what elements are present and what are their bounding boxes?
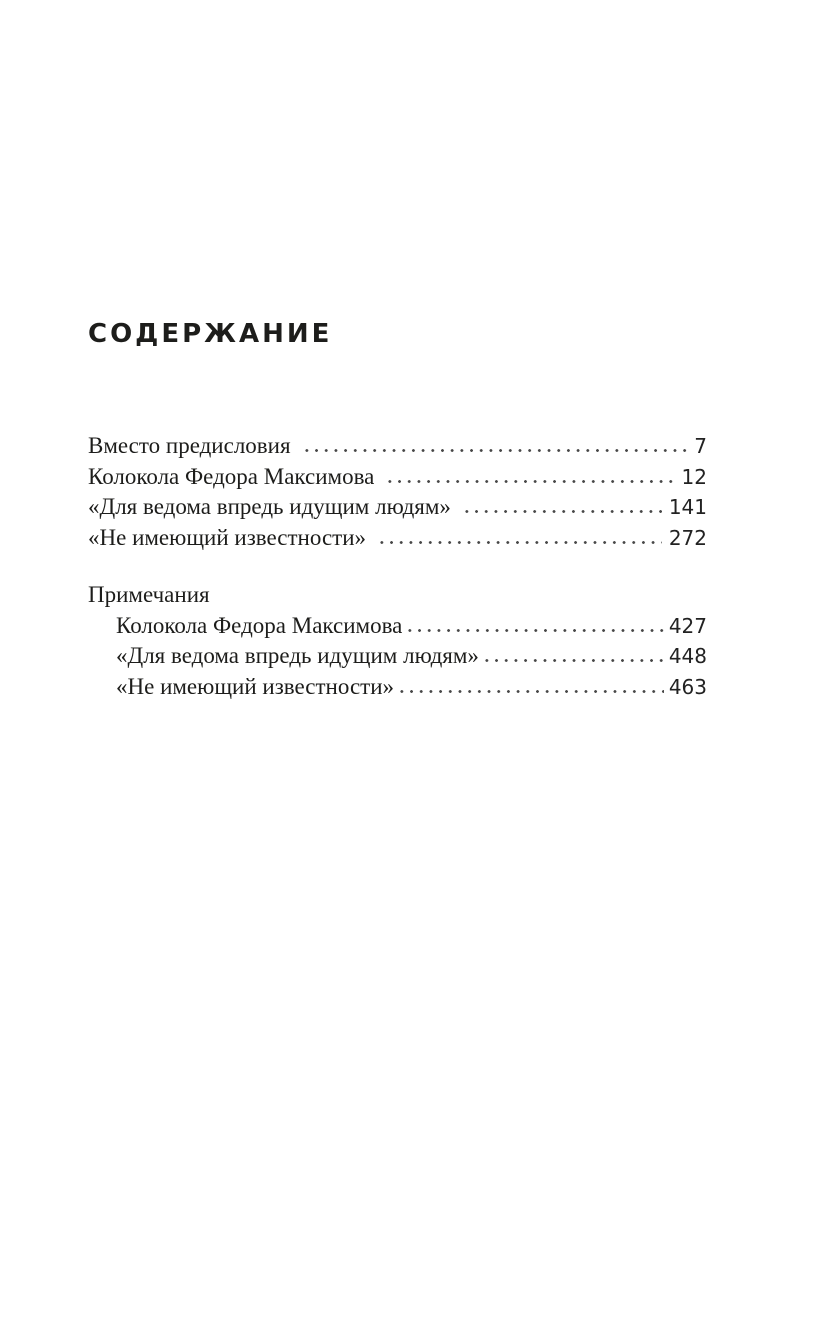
toc-entry[interactable] — [88, 613, 707, 644]
toc-entry[interactable] — [88, 494, 707, 525]
toc-entry-label: Вместо предисловия — [88, 433, 291, 458]
toc-entry-page: 141 — [668, 495, 707, 519]
page-title: СОДЕРЖАНИЕ — [88, 319, 333, 349]
dot-leader — [397, 689, 664, 694]
toc-entry-page: 7 — [694, 434, 707, 458]
toc-entry[interactable] — [88, 464, 707, 495]
toc-entry-label: «Для ведома впредь идущим людям» — [116, 643, 479, 668]
notes-section — [88, 582, 707, 613]
notes-section-label: Примечания — [88, 582, 210, 607]
toc-entry-label: «Не имеющий известности» — [116, 673, 395, 699]
dot-leader — [302, 448, 688, 453]
toc-entry-page: 272 — [668, 525, 707, 550]
dot-leader — [405, 628, 663, 633]
toc-entry[interactable] — [88, 674, 707, 705]
section-spacer — [88, 555, 707, 582]
toc-entry[interactable] — [88, 525, 707, 556]
dot-leader — [462, 509, 662, 514]
toc-list — [88, 433, 707, 704]
toc-entry-label: Колокола Федора Максимова — [116, 612, 403, 638]
toc-entry-page: 12 — [681, 464, 707, 489]
toc-entry[interactable] — [88, 643, 707, 674]
dot-leader — [377, 540, 662, 545]
toc-entry-page: 463 — [668, 674, 707, 699]
toc-entry-page: 427 — [668, 613, 707, 638]
toc-entry-page: 448 — [668, 644, 707, 668]
toc-entry[interactable] — [88, 433, 707, 464]
toc-entry-label: «Не имеющий известности» — [88, 524, 367, 550]
dot-leader — [482, 658, 664, 663]
dot-leader — [385, 479, 674, 484]
toc-entry-label: Колокола Федора Максимова — [88, 463, 375, 489]
toc-entry-label: «Для ведома впредь идущим людям» — [88, 494, 451, 519]
